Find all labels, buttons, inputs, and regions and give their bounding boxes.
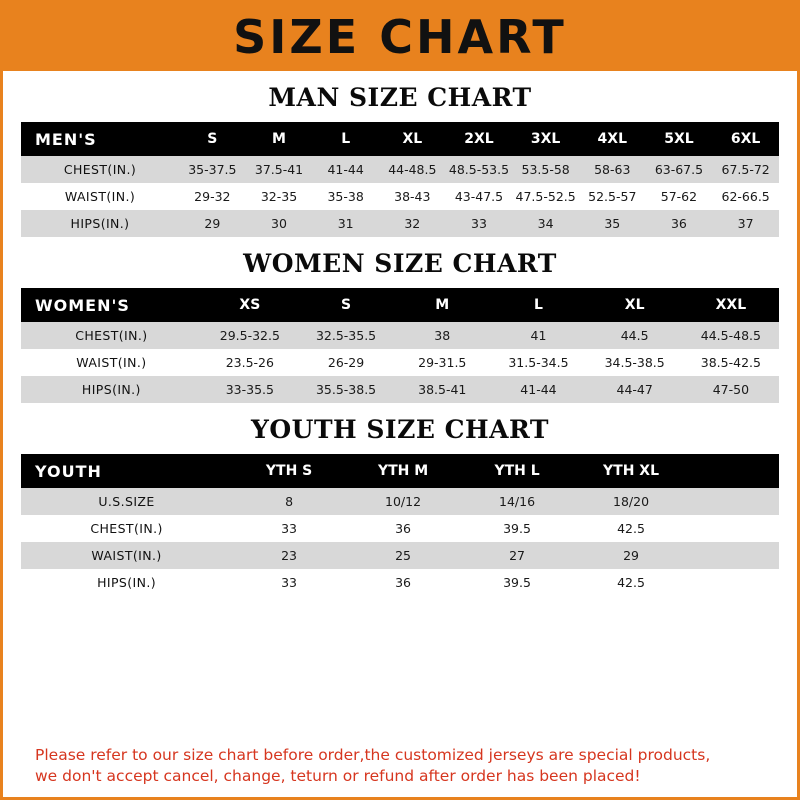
youth-chest-l: 39.5 <box>460 515 574 542</box>
men-chest-5xl: 63-67.5 <box>646 156 713 183</box>
youth-row-label-us-size: U.S.SIZE <box>21 488 232 515</box>
men-row-label-chest: CHEST(IN.) <box>21 156 179 183</box>
men-hips-xl: 32 <box>379 210 446 237</box>
youth-waist-m: 25 <box>346 542 460 569</box>
men-waist-4xl: 52.5-57 <box>579 183 646 210</box>
footnote <box>21 737 779 797</box>
women-waist-l: 31.5-34.5 <box>490 349 586 376</box>
men-row-label-hips: HIPS(IN.) <box>21 210 179 237</box>
men-chest-m: 37.5-41 <box>246 156 313 183</box>
men-hips-m: 30 <box>246 210 313 237</box>
youth-col-spacer <box>688 454 779 488</box>
women-waist-m: 29-31.5 <box>394 349 490 376</box>
men-waist-2xl: 43-47.5 <box>446 183 513 210</box>
men-col-5xl: 5XL <box>646 122 713 156</box>
women-col-xl: XL <box>587 288 683 322</box>
men-col-3xl: 3XL <box>512 122 579 156</box>
women-waist-xl: 34.5-38.5 <box>587 349 683 376</box>
table-row <box>21 376 779 403</box>
table-row <box>21 542 779 569</box>
women-chest-xl: 44.5 <box>587 322 683 349</box>
table-row <box>21 183 779 210</box>
men-chest-6xl: 67.5-72 <box>712 156 779 183</box>
section-title-youth: YOUTH SIZE CHART <box>251 415 549 444</box>
women-col-xxl: XXL <box>683 288 779 322</box>
men-hips-4xl: 35 <box>579 210 646 237</box>
men-chest-4xl: 58-63 <box>579 156 646 183</box>
women-waist-xxl: 38.5-42.5 <box>683 349 779 376</box>
women-size-table <box>21 288 779 403</box>
women-hips-s: 35.5-38.5 <box>298 376 394 403</box>
men-hips-5xl: 36 <box>646 210 713 237</box>
youth-hips-xl: 42.5 <box>574 569 688 596</box>
men-waist-m: 32-35 <box>246 183 313 210</box>
youth-col-s: YTH S <box>232 454 346 488</box>
youth-waist-xl: 29 <box>574 542 688 569</box>
women-table-head <box>21 288 779 322</box>
youth-row-label-chest: CHEST(IN.) <box>21 515 232 542</box>
men-col-2xl: 2XL <box>446 122 513 156</box>
women-hips-xs: 33-35.5 <box>202 376 298 403</box>
youth-corner-label: YOUTH <box>21 454 232 488</box>
youth-waist-s: 23 <box>232 542 346 569</box>
youth-hips-l: 39.5 <box>460 569 574 596</box>
men-hips-l: 31 <box>312 210 379 237</box>
youth-waist-l: 27 <box>460 542 574 569</box>
youth-chest-xl: 42.5 <box>574 515 688 542</box>
footnote-line-2: we don't accept cancel, change, teturn or refund after order has been placed! <box>35 767 641 786</box>
youth-col-l: YTH L <box>460 454 574 488</box>
section-title-women: WOMEN SIZE CHART <box>243 249 557 278</box>
youth-hips-m: 36 <box>346 569 460 596</box>
men-col-s: S <box>179 122 246 156</box>
banner <box>3 3 797 71</box>
women-table-body <box>21 322 779 403</box>
footnote-line-1: Please refer to our size chart before order,the customized jerseys are special products, <box>35 746 711 765</box>
men-waist-6xl: 62-66.5 <box>712 183 779 210</box>
banner-title: SIZE CHART <box>233 10 567 64</box>
table-row <box>21 515 779 542</box>
youth-col-m: YTH M <box>346 454 460 488</box>
youth-table-head <box>21 454 779 488</box>
youth-waist-spacer <box>688 542 779 569</box>
men-chest-3xl: 53.5-58 <box>512 156 579 183</box>
men-hips-s: 29 <box>179 210 246 237</box>
men-hips-6xl: 37 <box>712 210 779 237</box>
table-row <box>21 488 779 515</box>
women-hips-xl: 44-47 <box>587 376 683 403</box>
men-waist-5xl: 57-62 <box>646 183 713 210</box>
men-chest-xl: 44-48.5 <box>379 156 446 183</box>
men-size-table <box>21 122 779 237</box>
youth-chest-m: 36 <box>346 515 460 542</box>
section-title-men: MAN SIZE CHART <box>268 83 532 112</box>
men-waist-l: 35-38 <box>312 183 379 210</box>
women-chest-s: 32.5-35.5 <box>298 322 394 349</box>
women-chest-xs: 29.5-32.5 <box>202 322 298 349</box>
table-row <box>21 569 779 596</box>
men-col-6xl: 6XL <box>712 122 779 156</box>
men-waist-3xl: 47.5-52.5 <box>512 183 579 210</box>
women-col-l: L <box>490 288 586 322</box>
table-row <box>21 210 779 237</box>
men-hips-3xl: 34 <box>512 210 579 237</box>
table-row <box>21 322 779 349</box>
men-table-body <box>21 156 779 237</box>
men-col-l: L <box>312 122 379 156</box>
content <box>3 71 797 797</box>
men-col-xl: XL <box>379 122 446 156</box>
men-row-label-waist: WAIST(IN.) <box>21 183 179 210</box>
men-hips-2xl: 33 <box>446 210 513 237</box>
youth-ussize-s: 8 <box>232 488 346 515</box>
men-col-4xl: 4XL <box>579 122 646 156</box>
men-header-row <box>21 122 779 156</box>
youth-chest-spacer <box>688 515 779 542</box>
men-waist-xl: 38-43 <box>379 183 446 210</box>
table-row <box>21 349 779 376</box>
men-chest-2xl: 48.5-53.5 <box>446 156 513 183</box>
men-waist-s: 29-32 <box>179 183 246 210</box>
women-row-label-hips: HIPS(IN.) <box>21 376 202 403</box>
youth-col-xl: YTH XL <box>574 454 688 488</box>
women-col-m: M <box>394 288 490 322</box>
youth-row-label-waist: WAIST(IN.) <box>21 542 232 569</box>
men-corner-label: MEN'S <box>21 122 179 156</box>
women-hips-xxl: 47-50 <box>683 376 779 403</box>
youth-ussize-spacer <box>688 488 779 515</box>
women-header-row <box>21 288 779 322</box>
youth-chest-s: 33 <box>232 515 346 542</box>
women-chest-l: 41 <box>490 322 586 349</box>
youth-header-row <box>21 454 779 488</box>
youth-size-table <box>21 454 779 596</box>
women-col-s: S <box>298 288 394 322</box>
youth-ussize-m: 10/12 <box>346 488 460 515</box>
table-row <box>21 156 779 183</box>
men-table-head <box>21 122 779 156</box>
women-col-xs: XS <box>202 288 298 322</box>
youth-ussize-l: 14/16 <box>460 488 574 515</box>
women-row-label-waist: WAIST(IN.) <box>21 349 202 376</box>
men-col-m: M <box>246 122 313 156</box>
women-chest-xxl: 44.5-48.5 <box>683 322 779 349</box>
youth-hips-spacer <box>688 569 779 596</box>
women-waist-s: 26-29 <box>298 349 394 376</box>
women-hips-m: 38.5-41 <box>394 376 490 403</box>
men-chest-l: 41-44 <box>312 156 379 183</box>
women-chest-m: 38 <box>394 322 490 349</box>
women-waist-xs: 23.5-26 <box>202 349 298 376</box>
women-hips-l: 41-44 <box>490 376 586 403</box>
youth-table-body <box>21 488 779 596</box>
youth-row-label-hips: HIPS(IN.) <box>21 569 232 596</box>
men-chest-s: 35-37.5 <box>179 156 246 183</box>
youth-hips-s: 33 <box>232 569 346 596</box>
women-corner-label: WOMEN'S <box>21 288 202 322</box>
youth-ussize-xl: 18/20 <box>574 488 688 515</box>
women-row-label-chest: CHEST(IN.) <box>21 322 202 349</box>
